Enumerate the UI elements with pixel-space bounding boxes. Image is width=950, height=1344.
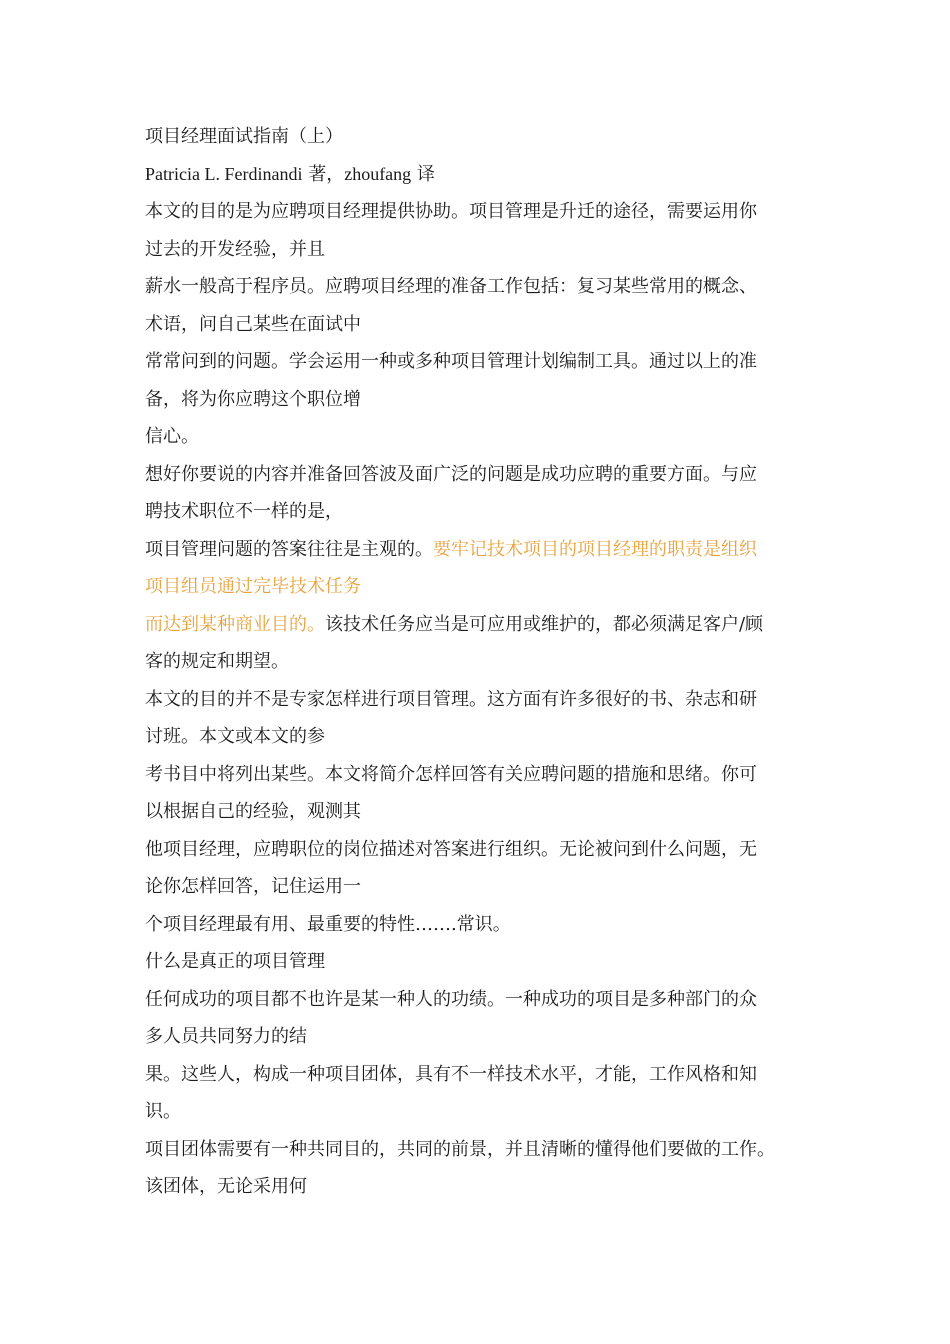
paragraph-line: 识。 [145,1101,181,1122]
paragraph-line: 该团体，无论采用何 [145,1176,307,1197]
byline [145,156,825,194]
paragraph-line: 本文的目的是为应聘项目经理提供协助。项目管理是升迁的途径，需要运用你 [145,201,757,222]
paragraph-line: 多人员共同努力的结 [145,1026,307,1047]
document-page [145,118,825,1206]
paragraph-line: 客的规定和期望。 [145,651,289,672]
paragraph-line: 薪水一般高于程序员。应聘项目经理的准备工作包括：复习某些常用的概念、 [145,276,757,297]
paragraph-line: 讨班。本文或本文的参 [145,726,325,747]
paragraph-line: 过去的开发经验，并且 [145,238,325,260]
paragraph-line: 他项目经理，应聘职位的岗位描述对答案进行组织。无论被问到什么问题，无 [145,838,757,860]
paragraph-line: 果。这些人，构成一种项目团体，具有不一样技术水平，才能，工作风格和知 [145,1063,757,1085]
byline-author-suffix: 著， [302,163,345,185]
highlighted-text: 要牢记技术项目的项目经理的职责是组织 [433,538,757,560]
paragraph-line: 任何成功的项目都不也许是某一种人的功绩。一种成功的项目是多种部门的众 [145,988,757,1010]
paragraph-line: 备，将为你应聘这个职位增 [145,388,361,410]
paragraph-line: 想好你要说的内容并准备回答波及面广泛的问题是成功应聘的重要方面。与应 [145,463,757,485]
author-name: Patricia L. Ferdinandi [145,163,303,184]
paragraph-line: 考书目中将列出某些。本文将简介怎样回答有关应聘问题的措施和思绪。你可 [145,763,757,785]
paragraph-line: 信心。 [145,426,199,447]
plain-text: 项目管理问题的答案往往是主观的。 [145,538,433,560]
paragraph-line: 聘技术职位不一样的是， [145,501,343,522]
paragraph-line: 常常问到的问题。学会运用一种或多种项目管理计划编制工具。通过以上的准 [145,351,757,372]
plain-text: 该技术任务应当是可应用或维护的，都必须满足客户/顾 [325,613,764,635]
paragraph-line [145,606,825,644]
highlighted-text: 而达到某种商业目的。 [145,613,325,635]
paragraph-line: 本文的目的并不是专家怎样进行项目管理。这方面有许多很好的书、杂志和研 [145,688,757,710]
paragraph-line: 术语，问自己某些在面试中 [145,313,361,335]
paragraph-line: 个项目经理最有用、最重要的特性…….常识。 [145,913,511,935]
paragraph-line: 论你怎样回答，记住运用一 [145,876,361,897]
section-heading: 什么是真正的项目管理 [145,951,325,972]
translator-name: zhoufang [344,163,412,184]
document-title: 项目经理面试指南（上） [145,126,343,147]
byline-translator-suffix: 译 [411,163,435,185]
paragraph-line: 以根据自己的经验，观测其 [145,801,361,822]
highlighted-line: 项目组员通过完毕技术任务 [145,576,361,597]
paragraph-line [145,531,825,569]
paragraph-line: 项目团体需要有一种共同目的，共同的前景，并且清晰的懂得他们要做的工作。 [145,1138,775,1160]
